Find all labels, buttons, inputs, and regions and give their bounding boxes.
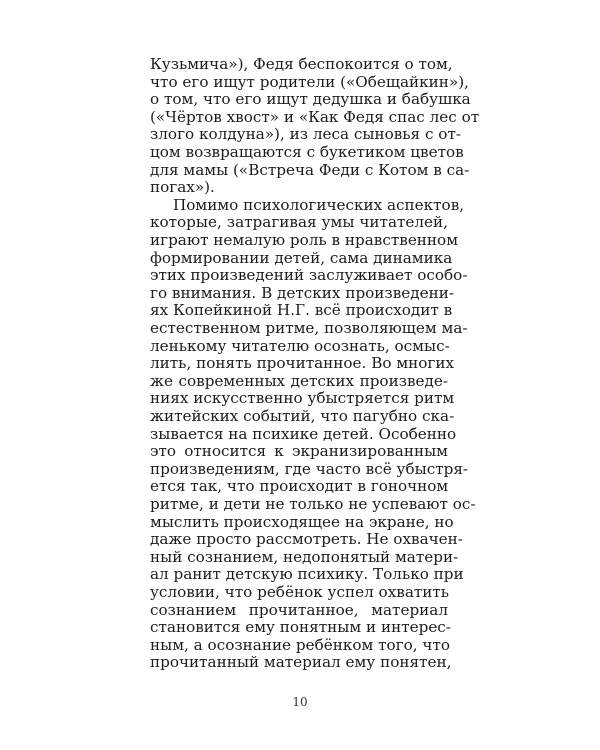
text-line: сознанием прочитанное, материал — [150, 600, 448, 619]
text-line: условии, что ребёнок успел охватить — [150, 583, 450, 601]
text-line: зывается на психике детей. Особенно — [150, 424, 457, 443]
page-number: 10 — [292, 695, 308, 709]
text-line: же современных детских произведе- — [150, 371, 448, 390]
text-line: этих произведений заслуживает особо- — [150, 266, 468, 285]
text-line: формировании детей, сама динамика — [150, 248, 453, 267]
text-line: которые, затрагивая умы читателей, — [150, 213, 448, 232]
text-line: лить, понять прочитанное. Во многих — [150, 354, 455, 373]
text-line: житейских событий, что пагубно ска- — [150, 407, 455, 425]
text-line: злого колдуна»), из леса сыновья с от- — [150, 125, 461, 144]
text-line: ленькому читателю осознать, осмыс- — [150, 336, 450, 355]
text-line: го внимания. В детских произведени- — [150, 283, 454, 302]
text-line: ется так, что происходит в гоночном — [150, 477, 449, 496]
text-line: для мамы («Встреча Феди с Котом в са- — [150, 160, 470, 179]
text-line: («Чёртов хвост» и «Как Федя спас лес от — [150, 107, 480, 126]
text-line: естественном ритме, позволяющем ма- — [150, 319, 468, 337]
text-line: ал ранит детскую психику. Только при — [150, 565, 464, 584]
text-line: даже просто рассмотреть. Не охвачен- — [150, 530, 463, 549]
text-line: произведениям, где часто всё убыстря- — [150, 459, 469, 478]
text-line: играют немалую роль в нравственном — [150, 231, 459, 249]
text-line: мыслить происходящее на экране, но — [150, 512, 454, 531]
text-line: прочитанный материал ему понятен, — [150, 653, 452, 672]
text-line: становится ему понятным и интерес- — [150, 618, 451, 637]
text-line: что его ищут родители («Обещайкин»), — [150, 72, 469, 91]
text-line: погах»). — [150, 178, 215, 197]
text-line: ях Копейкиной Н.Г. всё происходит в — [150, 301, 453, 320]
text-line: ритме, и дети не только не успевают ос- — [150, 495, 476, 513]
text-line: цом возвращаются с букетиком цветов — [150, 143, 464, 161]
text-line: Кузьмича»), Федя беспокоится о том, — [150, 55, 453, 73]
text-line: ным, а осознание ребёнком того, что — [150, 635, 451, 654]
text-line: ный сознанием, недопонятый матери- — [150, 547, 459, 566]
paragraph-first-line: Помимо психологических аспектов, — [173, 195, 465, 214]
text-line: ниях искусственно убыстряется ритм — [150, 389, 455, 408]
text-line: о том, что его ищут дедушка и бабушка — [150, 90, 471, 109]
text-line: это относится к экранизированным — [150, 442, 448, 461]
